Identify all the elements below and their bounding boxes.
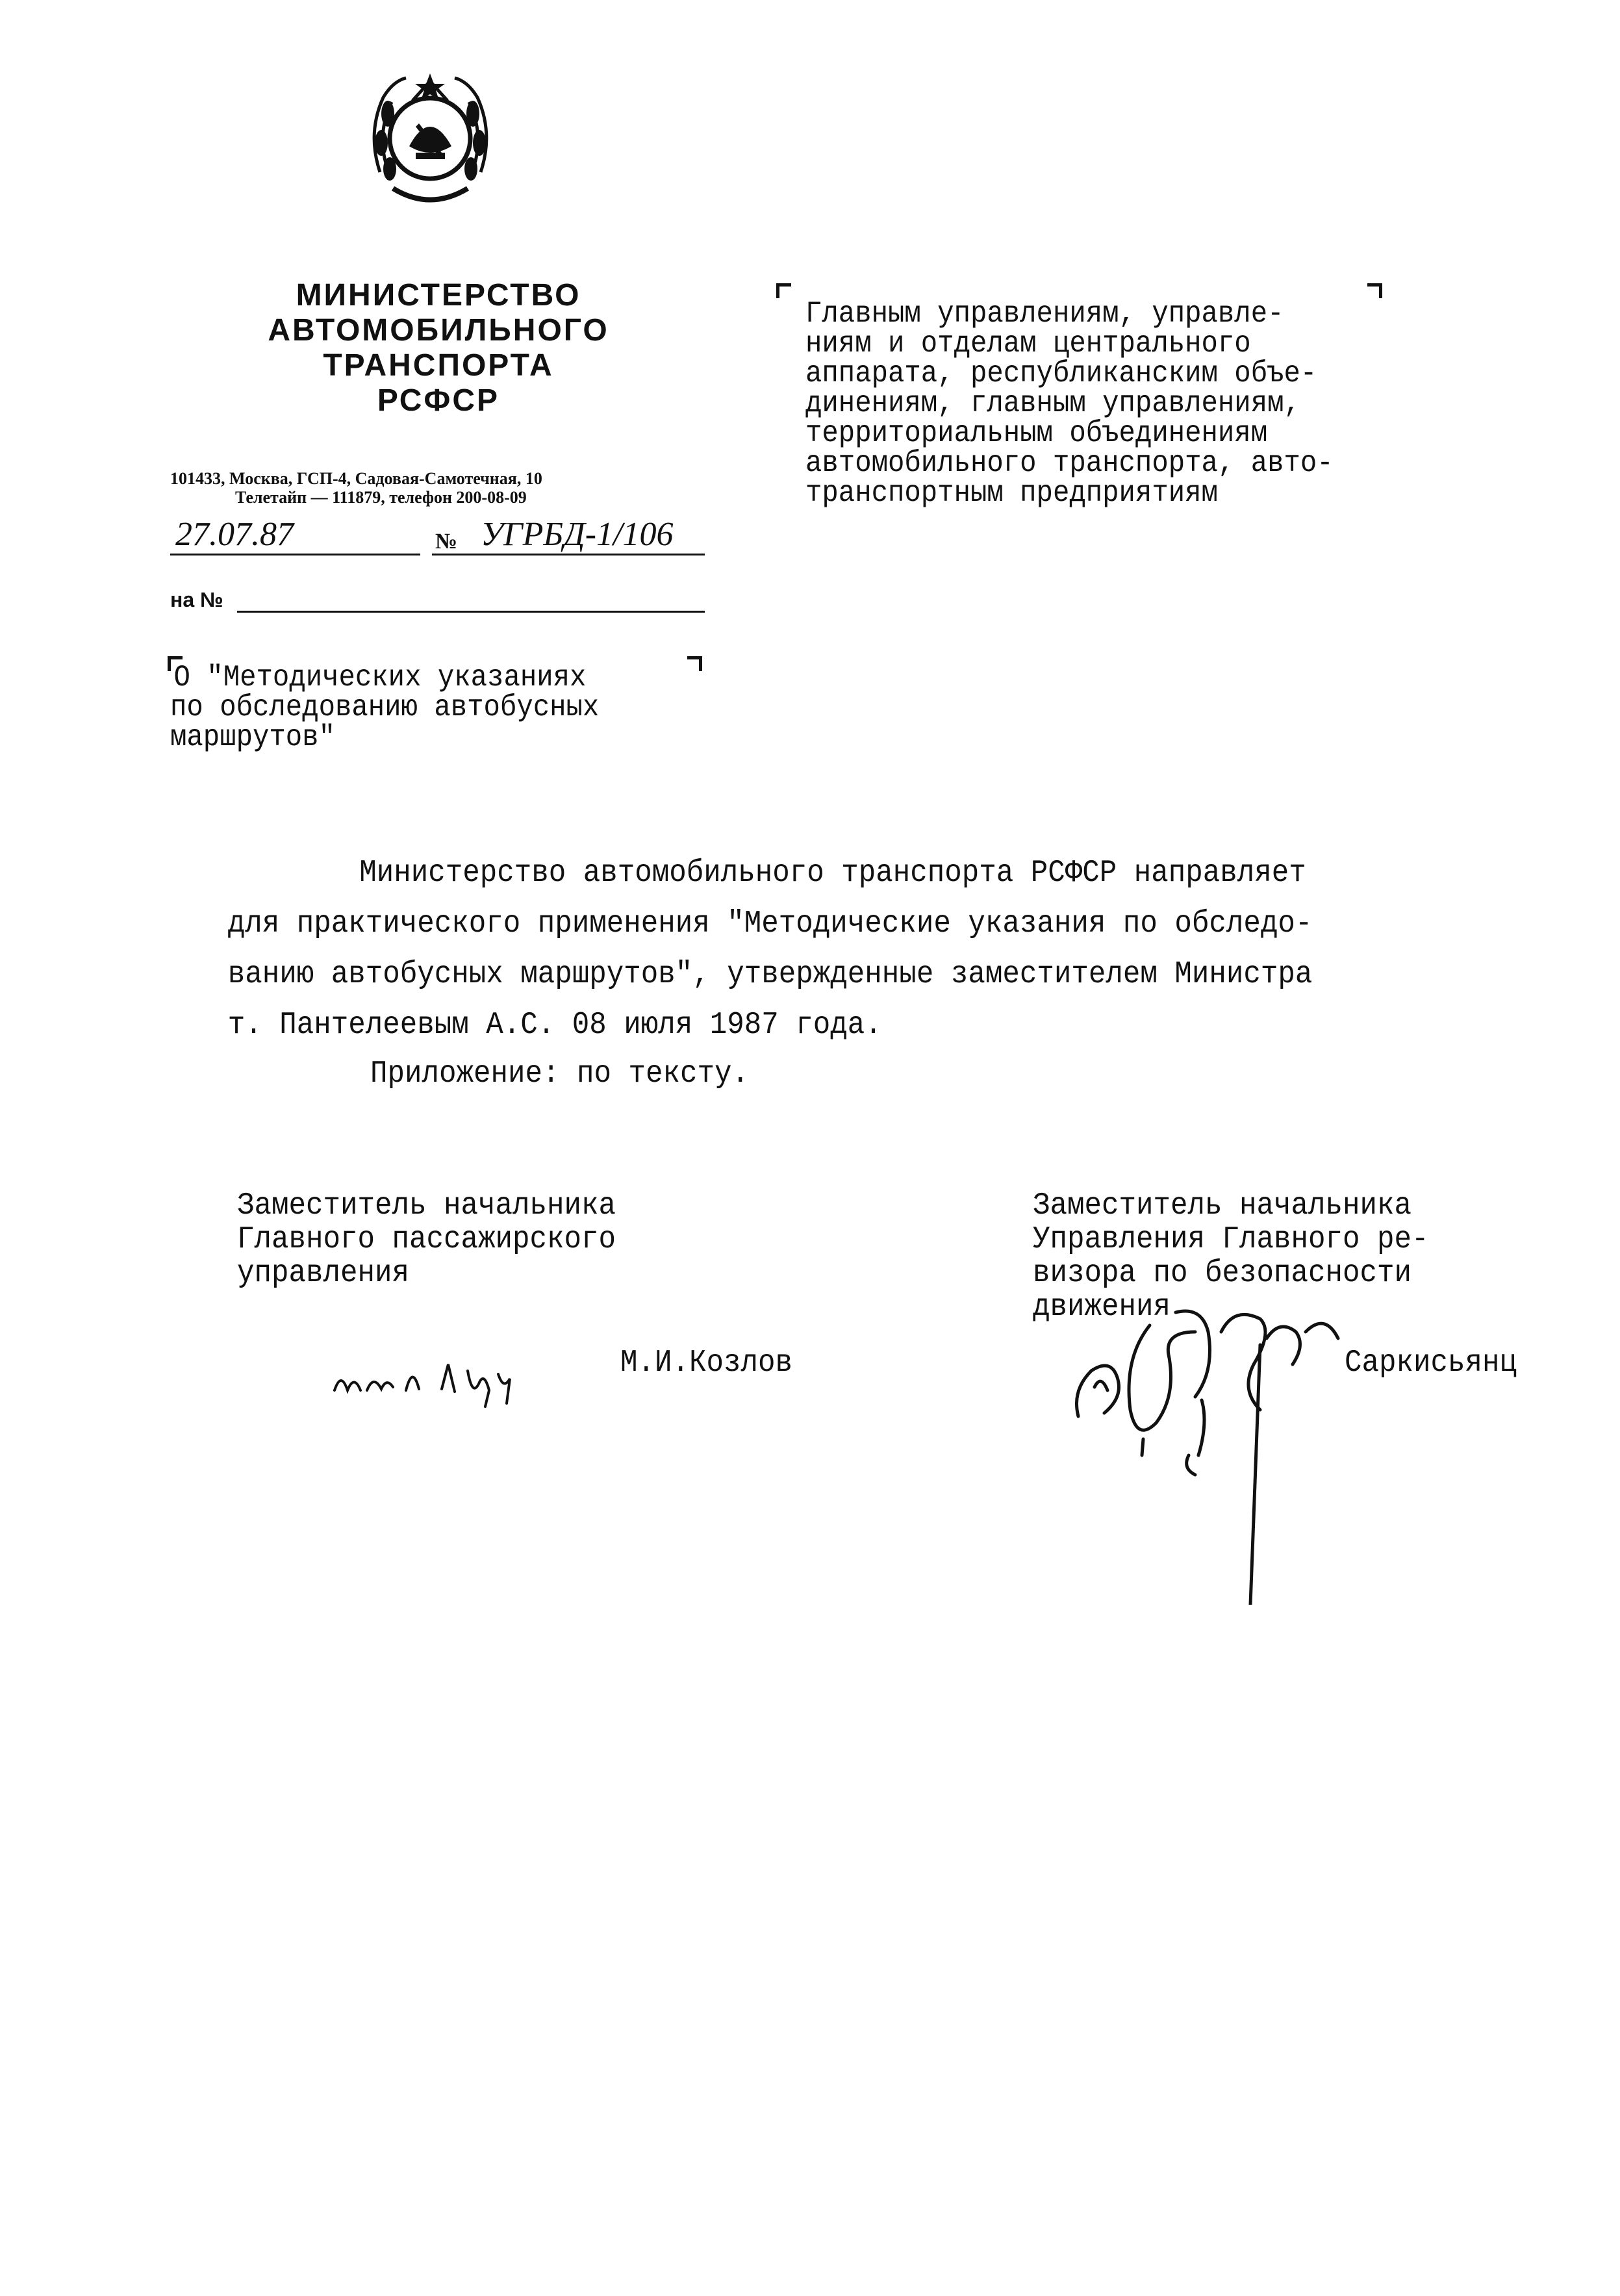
subject-line: О "Методических указаниях (173, 661, 587, 695)
signatory-name-left: М.И.Козлов (620, 1346, 793, 1381)
ministry-address (170, 469, 716, 507)
body-line: ванию автобусных маршрутов", утвержденные заместителем Министра (227, 957, 1313, 992)
signatory-title-line: визора по безопасности (1033, 1256, 1412, 1291)
addressee-line: динениям, главным управлениям, (805, 387, 1300, 420)
body-line: для практического применения "Методические указания по обследо- (227, 906, 1313, 941)
number-label: № (435, 529, 458, 554)
state-emblem-icon (354, 62, 507, 214)
subject-block (170, 663, 599, 752)
reply-label: на № (170, 588, 223, 611)
handwritten-signature-right (1065, 1293, 1403, 1605)
date-underline (170, 554, 420, 555)
signatory-name-right: Саркисьянц (1345, 1346, 1517, 1381)
signatory-title-line: Заместитель начальника (1033, 1188, 1412, 1223)
signature-block-left (237, 1189, 616, 1290)
addressee-line: ниям и отделам центрального (805, 327, 1251, 361)
signatory-title-line: Управления Главного ре- (1033, 1222, 1429, 1257)
subject-line: маршрутов" (170, 721, 335, 754)
ministry-line: АВТОМОБИЛЬНОГО (268, 313, 609, 348)
body-line: Министерство автомобильного транспорта РСФСР направляет (359, 856, 1306, 891)
ministry-title (195, 278, 682, 418)
addressee-line: территориальным объединениям (805, 416, 1268, 450)
address-line: 101433, Москва, ГСП-4, Садовая-Самотечная, 10 (170, 469, 542, 488)
signatory-title-line: управления (237, 1256, 410, 1291)
signatory-title-line: Заместитель начальника (237, 1188, 616, 1223)
signatory-title-line: движения (1033, 1290, 1171, 1325)
ministry-line: МИНИСТЕРСТВО (296, 278, 581, 313)
addressee-bracket-right (1367, 283, 1382, 298)
document-date: 27.07.87 (175, 516, 294, 553)
addressee-bracket-left (776, 283, 791, 298)
document-number: УГРБД-1/106 (481, 516, 674, 553)
subject-line: по обследованию автобусных (170, 691, 600, 724)
body-line: т. Пантелеевым А.С. 08 июля 1987 года. (227, 1008, 882, 1043)
reply-underline (237, 611, 705, 613)
ministry-line: ТРАНСПОРТА (323, 348, 554, 383)
addressee-block (805, 299, 1334, 508)
addressee-line: Главным управлениям, управле- (805, 297, 1284, 331)
number-underline (432, 554, 705, 555)
signatory-title-line: Главного пассажирского (237, 1222, 616, 1257)
letter-body (227, 848, 1313, 1051)
ministry-line: РСФСР (377, 383, 500, 418)
attachment-note: Приложение: по тексту. (370, 1056, 750, 1091)
addressee-line: транспортным предприятиям (805, 476, 1218, 510)
handwritten-signature-left (328, 1345, 542, 1410)
subject-bracket-right (687, 656, 702, 671)
addressee-line: автомобильного транспорта, авто- (805, 446, 1334, 480)
teletype-phone-line: Телетайп — 111879, телефон 200-08-09 (235, 488, 527, 507)
addressee-line: аппарата, республиканским объе- (805, 357, 1317, 390)
